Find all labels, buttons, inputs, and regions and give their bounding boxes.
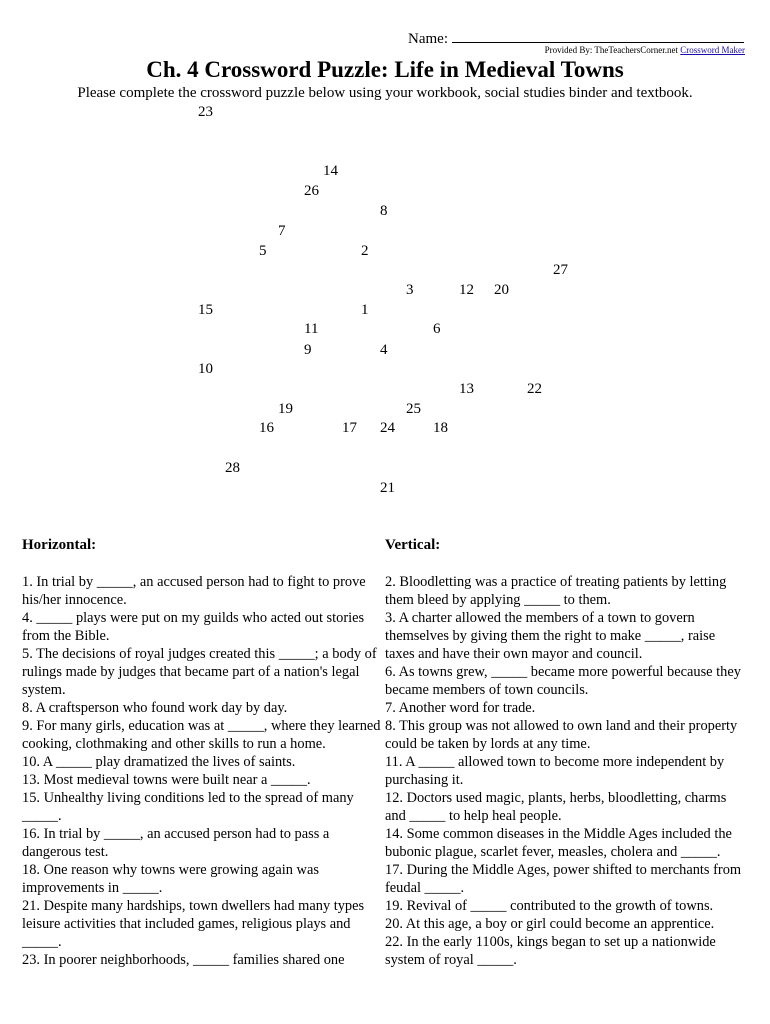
clue: 2. Bloodletting was a practice of treating patients by letting them bleed by applying _____ to them. (385, 574, 727, 608)
grid-number: 14 (323, 163, 338, 179)
name-label: Name: (408, 31, 448, 47)
grid-number: 7 (278, 223, 286, 239)
grid-number: 24 (380, 420, 395, 436)
horizontal-heading: Horizontal: (22, 537, 97, 553)
clue: 1. In trial by _____, an accused person had to fight to prove his/her innocence. (22, 574, 366, 608)
grid-number: 15 (198, 302, 213, 318)
grid-number: 3 (406, 282, 414, 298)
horizontal-clues (22, 573, 384, 969)
clue: 4. _____ plays were put on my guilds who acted out stories from the Bible. (22, 610, 365, 644)
clue: 8. A craftsperson who found work day by day. (22, 700, 288, 716)
vertical-heading: Vertical: (385, 537, 441, 553)
clue: 17. During the Middle Ages, power shifted to merchants from feudal _____. (385, 862, 742, 896)
clue: 12. Doctors used magic, plants, herbs, bloodletting, charms and _____ to help heal people. (385, 790, 727, 824)
clue: 13. Most medieval towns were built near a _____. (22, 772, 311, 788)
clue: 3. A charter allowed the members of a town to govern themselves by giving them the right to make _____, raise taxes and have their own mayor and council. (385, 610, 716, 662)
grid-number: 17 (342, 420, 357, 436)
grid-number: 28 (225, 460, 240, 476)
grid-number: 18 (433, 420, 448, 436)
clue: 5. The decisions of royal judges created this _____; a body of rulings made by judges that became part of a nation's legal system. (22, 646, 377, 698)
clue: 9. For many girls, education was at _____, where they learned cooking, clothmaking and other skills to run a home. (22, 718, 381, 752)
grid-number: 11 (304, 321, 319, 337)
grid-number: 21 (380, 480, 395, 496)
clue: 10. A _____ play dramatized the lives of saints. (22, 754, 296, 770)
grid-number: 27 (553, 262, 568, 278)
provided-by-text: Provided By: TheTeachersCorner.net (544, 45, 678, 55)
clue: 22. In the early 1100s, kings began to set up a nationwide system of royal _____. (385, 934, 716, 968)
grid-number: 4 (380, 342, 388, 358)
grid-number: 6 (433, 321, 441, 337)
grid-number: 16 (259, 420, 274, 436)
grid-number: 12 (459, 282, 474, 298)
grid-number: 19 (278, 401, 293, 417)
grid-number: 22 (527, 381, 542, 397)
clue: 18. One reason why towns were growing again was improvements in _____. (22, 862, 319, 896)
grid-number: 5 (259, 243, 267, 259)
clue: 14. Some common diseases in the Middle Ages included the bubonic plague, scarlet fever, measles, cholera and _____. (385, 826, 732, 860)
clue: 23. In poorer neighborhoods, _____ families shared one (22, 952, 345, 968)
grid-number: 23 (198, 104, 213, 120)
grid-number: 1 (361, 302, 369, 318)
clue: 11. A _____ allowed town to become more independent by purchasing it. (385, 754, 725, 788)
grid-number: 26 (304, 183, 319, 199)
grid-number: 25 (406, 401, 421, 417)
clue: 7. Another word for trade. (385, 700, 536, 716)
vertical-clues (385, 573, 747, 969)
provided-by (545, 45, 745, 55)
instructions: Please complete the crossword puzzle below using your workbook, social studies binder and textbook. (77, 85, 693, 101)
grid-number: 2 (361, 243, 369, 259)
clue: 16. In trial by _____, an accused person had to pass a dangerous test. (22, 826, 330, 860)
clue: 19. Revival of _____ contributed to the growth of towns. (385, 898, 714, 914)
grid-number: 20 (494, 282, 509, 298)
grid-number: 8 (380, 203, 388, 219)
clue: 20. At this age, a boy or girl could become an apprentice. (385, 916, 715, 932)
clue: 6. As towns grew, _____ became more powerful because they became members of town councils. (385, 664, 741, 698)
clue: 15. Unhealthy living conditions led to the spread of many _____. (22, 790, 354, 824)
grid-number: 9 (304, 342, 312, 358)
clue: 21. Despite many hardships, town dwellers had many types leisure activities that included games, religious plays and _____. (22, 898, 365, 950)
grid-number: 10 (198, 361, 213, 377)
grid-number: 13 (459, 381, 474, 397)
page-title: Ch. 4 Crossword Puzzle: Life in Medieval Towns (146, 57, 624, 82)
crossword-maker-link[interactable]: Crossword Maker (680, 45, 745, 55)
clue: 8. This group was not allowed to own land and their property could be taken by lords at any time. (385, 718, 738, 752)
name-blank[interactable] (452, 28, 744, 43)
